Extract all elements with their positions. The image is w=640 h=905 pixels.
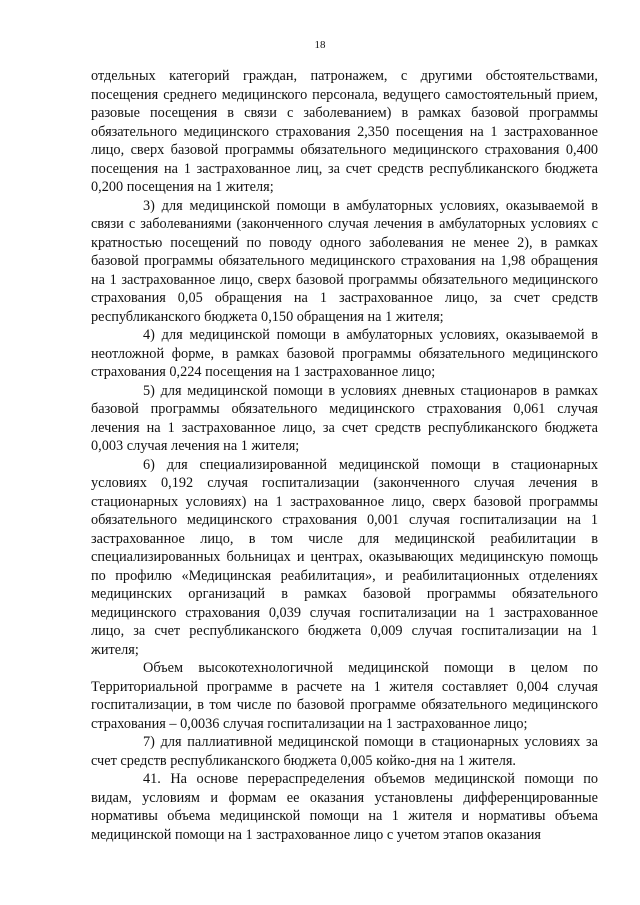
- page-number: 18: [314, 39, 326, 51]
- paragraph-item-5: 5) для медицинской помощи в условиях дневных стационаров в рамках базовой программы обязательного медицинского страхования 0,061 случая лечения на 1 застрахованное лицо, за счет средств республиканского бюджета 0,003 случая лечения на 1 жителя;: [91, 382, 598, 454]
- paragraph-section-41: 41. На основе перераспределения объемов медицинской помощи по видам, условиям и формам ее оказания установлены дифференцированные нормативы объема медицинской помощи на 1 жителя и нормативы объема медицинской помощи на 1 застрахованное лицо с учетом этапов оказания: [91, 771, 598, 843]
- paragraph-item-7: 7) для паллиативной медицинской помощи в стационарных условиях за счет средств республиканского бюджета 0,005 койко-дня на 1 жителя.: [91, 734, 598, 769]
- paragraph-item-4: 4) для медицинской помощи в амбулаторных условиях, оказываемой в неотложной форме, в рамках базовой программы обязательного медицинского страхования 0,224 посещения на 1 застрахованное лицо;: [91, 327, 598, 380]
- paragraph-continuation: отдельных категорий граждан, патронажем, с другими обстоятельствами, посещения среднего медицинского персонала, ведущего самостоятельный прием, разовые посещения в связи с заболеванием) в рамках базовой программы обязательного медицинского страхования 2,350 посещения на 1 застрахованное лицо, сверх базовой программы обязательного медицинского страхования 0,400 посещения на 1 застрахованное лиц, за счет средств республиканского бюджета 0,200 посещения на 1 жителя;: [91, 68, 598, 195]
- document-body: [91, 67, 598, 844]
- paragraph-item-6: 6) для специализированной медицинской помощи в стационарных условиях 0,192 случая госпитализации (законченного случая лечения в стационарных условиях) на 1 застрахованное лицо, сверх базовой программы обязательного медицинского страхования 0,001 случая госпитализации на 1 застрахованное лицо, в том числе для медицинской реабилитации в специализированных больницах и центрах, оказывающих медицинскую помощь по профилю «Медицинская реабилитация», и реабилитационных отделениях медицинских организаций в рамках базовой программы обязательного медицинского страхования 0,039 случая госпитализации на 1 застрахованное лицо, за счет республиканского бюджета 0,009 случая госпитализации на 1 жителя;: [91, 456, 598, 658]
- paragraph-high-tech-volume: Объем высокотехнологичной медицинской помощи в целом по Территориальной программе в расчете на 1 жителя составляет 0,004 случая госпитализации, в том числе по базовой программе обязательного медицинского страхования – 0,0036 случая госпитализации на 1 застрахованное лицо;: [91, 660, 598, 732]
- paragraph-item-3: 3) для медицинской помощи в амбулаторных условиях, оказываемой в связи с заболеваниями (законченного случая лечения в амбулаторных условиях с кратностью посещений по поводу одного заболевания не менее 2), в рамках базовой программы обязательного медицинского страхования на 1,98 обращения на 1 застрахованное лицо, сверх базовой программы обязательного медицинского страхования 0,05 обращения на 1 застрахованное лицо, за счет средств республиканского бюджета 0,150 обращения на 1 жителя;: [91, 197, 598, 325]
